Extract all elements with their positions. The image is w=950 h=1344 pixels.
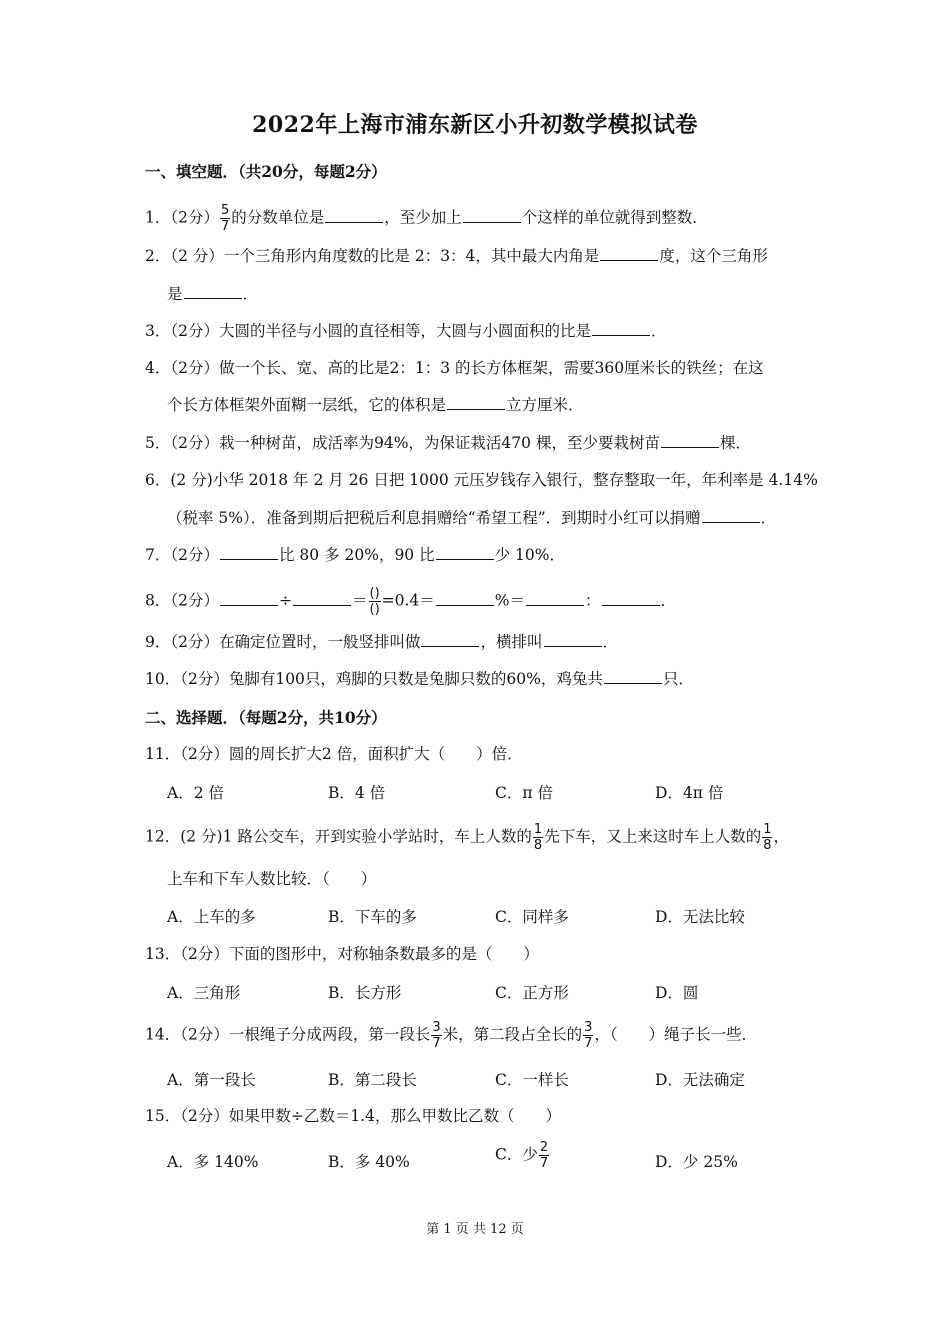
answer-blank (220, 591, 278, 606)
answer-blank (592, 321, 650, 336)
question-7: 7．（2分） 比 80 多 20%，90 比 少 10%． (145, 546, 565, 564)
question-15: 15．（2分）如果甲数÷乙数＝1.4，那么甲数比乙数（ ） (145, 1107, 561, 1125)
option-c: C．同样多 (495, 908, 569, 926)
option-a: A．2 倍 (167, 784, 224, 802)
option-b: B．第二段长 (328, 1071, 417, 1089)
answer-blank (661, 433, 719, 448)
question-12-continued: 上车和下车人数比较．（ ） (167, 870, 377, 888)
answer-blank (702, 508, 760, 523)
question-11: 11．（2分）圆的周长扩大2 倍，面积扩大（ ）倍． (145, 745, 523, 763)
page-title: 2022年上海市浦东新区小升初数学模拟试卷 (252, 112, 698, 138)
question-6-continued: （税率 5%）．准备到期后把税后利息捐赠给“希望工程”．到期时小红可以捐赠 ． (167, 509, 777, 527)
answer-blank (436, 545, 494, 560)
fraction: $\frac{1}{8}$ (763, 822, 772, 853)
question-10: 10．（2分）兔脚有100只，鸡脚的只数是兔脚只数的60%，鸡兔共 只． (145, 670, 694, 688)
answer-blank (600, 246, 658, 261)
option-d: D．圆 (655, 984, 699, 1002)
question-2-continued: 是 ． (167, 285, 259, 303)
question-13: 13．（2分）下面的图形中，对称轴条数最多的是（ ） (145, 945, 539, 963)
question-4-continued: 个长方体框架外面糊一层纸，它的体积是 立方厘米． (167, 396, 584, 414)
option-c: C．少 $\frac{2}{7}$ (495, 1140, 549, 1171)
option-c: C．正方形 (495, 984, 569, 1002)
answer-blank (544, 632, 602, 647)
question-6: 6．(2 分)小华 2018 年 2 月 26 日把 1000 元压岁钱存入银行，整存整取一年，年利率是 4.14% (145, 471, 818, 489)
question-1: 1．（2分） $\frac{5}{7}$ 的分数单位是 ，至少加上 个这样的单位就得到整数． (145, 203, 708, 234)
answer-blank (602, 591, 660, 606)
fraction: $\frac{3}{7}$ (432, 1020, 441, 1051)
question-12: 12．(2 分)1 路公交车，开到实验小学站时，车上人数的 $\frac{1}{8}$ 先下车，又上来这时车上人数的 $\frac{1}{8}$ ， (145, 822, 789, 853)
question-8: 8．（2分） ÷ ＝ $\frac{()}{()}$ =0.4＝ %＝ ： ． (145, 586, 677, 617)
answer-blank (463, 208, 521, 223)
option-d: D．无法比较 (655, 908, 745, 926)
answer-blank (184, 284, 242, 299)
answer-blank (604, 669, 662, 684)
fraction: $\frac{()}{()}$ (369, 586, 380, 617)
page-footer: 第 1 页 共 12 页 (426, 1222, 524, 1237)
option-a: A．三角形 (167, 984, 241, 1002)
option-b: B．4 倍 (328, 784, 386, 802)
option-b: B．多 40% (328, 1153, 410, 1171)
question-9: 9．（2分）在确定位置时，一般竖排叫做 ，横排叫 ． (145, 633, 619, 651)
answer-blank (325, 208, 383, 223)
answer-blank (447, 395, 505, 410)
option-b: B．下车的多 (328, 908, 417, 926)
option-d: D．少 25% (655, 1153, 738, 1171)
answer-blank (293, 591, 351, 606)
question-14: 14．（2分）一根绳子分成两段，第一段长 $\frac{3}{7}$ 米，第二段占全长的 $\frac{3}{7}$ ，（ ）绳子长一些． (145, 1020, 758, 1051)
question-2: 2．（2 分）一个三角形内角度数的比是 2：3：4，其中最大内角是 度，这个三角形 (145, 247, 768, 265)
answer-blank (436, 591, 494, 606)
fraction: $\frac{1}{8}$ (533, 822, 543, 853)
option-d: D．4π 倍 (655, 784, 724, 802)
option-d: D．无法确定 (655, 1071, 745, 1089)
section-fill-heading: 一、填空题．（共20分，每题2分） (145, 162, 387, 181)
option-c: C．一样长 (495, 1071, 569, 1089)
fraction: $\frac{5}{7}$ (220, 203, 230, 234)
question-3: 3．（2分）大圆的半径与小圆的直径相等，大圆与小圆面积的比是 ． (145, 322, 667, 340)
option-a: A．第一段长 (167, 1071, 256, 1089)
option-b: B．长方形 (328, 984, 402, 1002)
answer-blank (526, 591, 584, 606)
answer-blank (220, 545, 278, 560)
option-a: A．多 140% (167, 1153, 259, 1171)
fraction: $\frac{2}{7}$ (539, 1140, 549, 1171)
answer-blank (421, 632, 479, 647)
option-c: C．π 倍 (495, 784, 553, 802)
section-choice-heading: 二、选择题．（每题2分，共10分） (145, 708, 387, 727)
question-5: 5．（2分）栽一种树苗，成活率为94%，为保证栽活470 棵，至少要栽树苗 棵． (145, 434, 751, 452)
question-4: 4．（2分）做一个长、宽、高的比是2：1：3 的长方体框架，需要360厘米长的铁丝；在这 (145, 359, 764, 377)
option-a: A．上车的多 (167, 908, 256, 926)
fraction: $\frac{3}{7}$ (584, 1020, 593, 1051)
